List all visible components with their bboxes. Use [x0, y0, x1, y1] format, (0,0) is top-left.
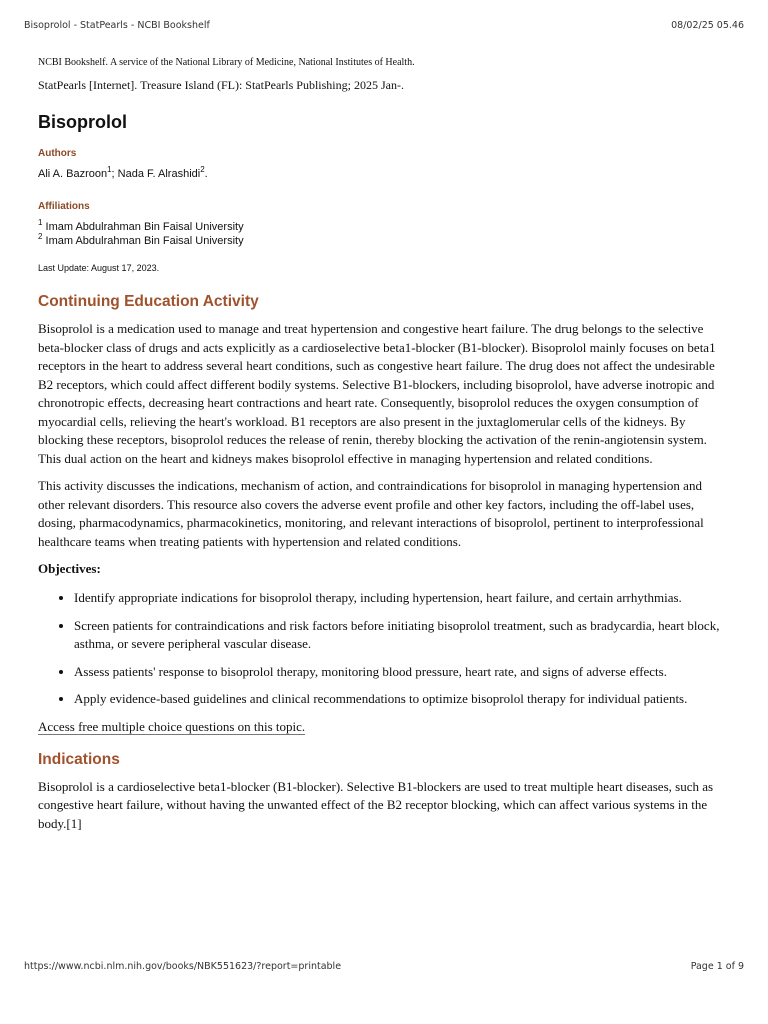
print-footer: [24, 961, 744, 975]
section-heading-indications: Indications: [38, 750, 120, 768]
citation-line: StatPearls [Internet]. Treasure Island (FL): StatPearls Publishing; 2025 Jan-.: [38, 78, 404, 92]
bookshelf-notice: NCBI Bookshelf. A service of the National Library of Medicine, National Institutes of Health.: [38, 57, 415, 68]
mcq-paragraph: [38, 718, 720, 736]
author-separator: .: [204, 168, 208, 180]
print-page-title: Bisoprolol - StatPearls - NCBI Bookshelf: [24, 20, 210, 31]
objective-item: • Identify appropriate indications for bisoprolol therapy, including hypertension, heart failure, and certain arrhythmias.: [74, 589, 720, 608]
author-name[interactable]: Nada F. Alrashidi: [117, 168, 201, 180]
author-affiliation-marker: 1: [107, 165, 112, 174]
affiliation-item: [38, 220, 720, 234]
print-page-count: Page 1 of 9: [690, 961, 744, 972]
article-page: [38, 56, 720, 842]
objective-item: • Screen patients for contraindications and risk factors before initiating bisoprolol treatment, such as bradycardia, heart block, asthma, or severe peripheral vascular disease.: [74, 617, 720, 654]
last-update: Last Update: August 17, 2023.: [38, 263, 160, 273]
affiliation-item: [38, 234, 720, 248]
affiliations-list: [38, 220, 720, 248]
objectives-list: [38, 589, 720, 709]
affiliation-name: Imam Abdulrahman Bin Faisal University: [45, 235, 244, 247]
print-url: https://www.ncbi.nlm.nih.gov/books/NBK551623/?report=printable: [24, 961, 342, 972]
authors-label: Authors: [38, 148, 77, 159]
affiliations-label: Affiliations: [38, 201, 90, 212]
affiliation-name: Imam Abdulrahman Bin Faisal University: [45, 221, 244, 233]
print-timestamp: 08/02/25 05.46: [671, 20, 744, 31]
objectives-label: Objectives:: [38, 561, 101, 576]
affiliation-number: 2: [38, 232, 43, 241]
affiliation-number: 1: [38, 218, 43, 227]
author-separator: ;: [111, 168, 118, 180]
objective-item: • Apply evidence-based guidelines and clinical recommendations to optimize bisoprolol therapy for individual patients.: [74, 690, 720, 709]
author-affiliation-marker: 2: [200, 165, 205, 174]
page-title: Bisoprolol: [38, 112, 127, 132]
print-header: [24, 20, 744, 34]
body-paragraph: This activity discusses the indications, mechanism of action, and contraindications for bisoprolol in managing hypertension and other relevant disorders. This resource also covers the adverse event profile and other key factors, including the off-label uses, dosing, pharmacodynamics, pharmacokinetics, monitoring, and relevant interactions of bisoprolol, pertinent to interprofessional healthcare teams when treating patients with hypertension and related conditions.: [38, 478, 704, 549]
objective-item: • Assess patients' response to bisoprolol therapy, monitoring blood pressure, heart rate, and signs of adverse effects.: [74, 663, 720, 682]
authors-list: [38, 167, 720, 182]
section-heading-continuing-education: Continuing Education Activity: [38, 293, 259, 310]
body-paragraph: Bisoprolol is a cardioselective beta1-blocker (B1-blocker). Selective B1-blockers are used to treat multiple heart diseases, such as congestive heart failure, without having the unwanted effect of the B2 receptor blocking, which can affect various systems in the body.[1]: [38, 778, 714, 831]
author-name[interactable]: Ali A. Bazroon: [38, 168, 108, 180]
body-paragraph: Bisoprolol is a medication used to manage and treat hypertension and congestive heart failure. The drug belongs to the selective beta-blocker class of drugs and acts explicitly as a cardioselective beta1-blocker (B1-blocker). Bisoprolol mainly focuses on beta1 receptors in the heart to address several heart conditions, such as congestive heart failure. The drug does not affect the undesirable B2 receptors, which could affect different bodily systems. Selective B1-blockers, including bisoprolol, have adverse inotropic and chronotropic effects, decreasing heart contractions and heart rate. Consequently, bisoprolol reduces the oxygen consumption of myocardial cells, relieving the heart's workload. B1 receptors are also present in the juxtaglomerular cells of the kidneys. By blocking these receptors, bisoprolol reduces the release of renin, thereby blocking the activation of the renin-angiotensin system. This dual action on the heart and kidneys makes bisoprolol effective in managing hypertension and related conditions.: [38, 321, 716, 466]
mcq-link[interactable]: Access free multiple choice questions on this topic.: [38, 718, 306, 734]
